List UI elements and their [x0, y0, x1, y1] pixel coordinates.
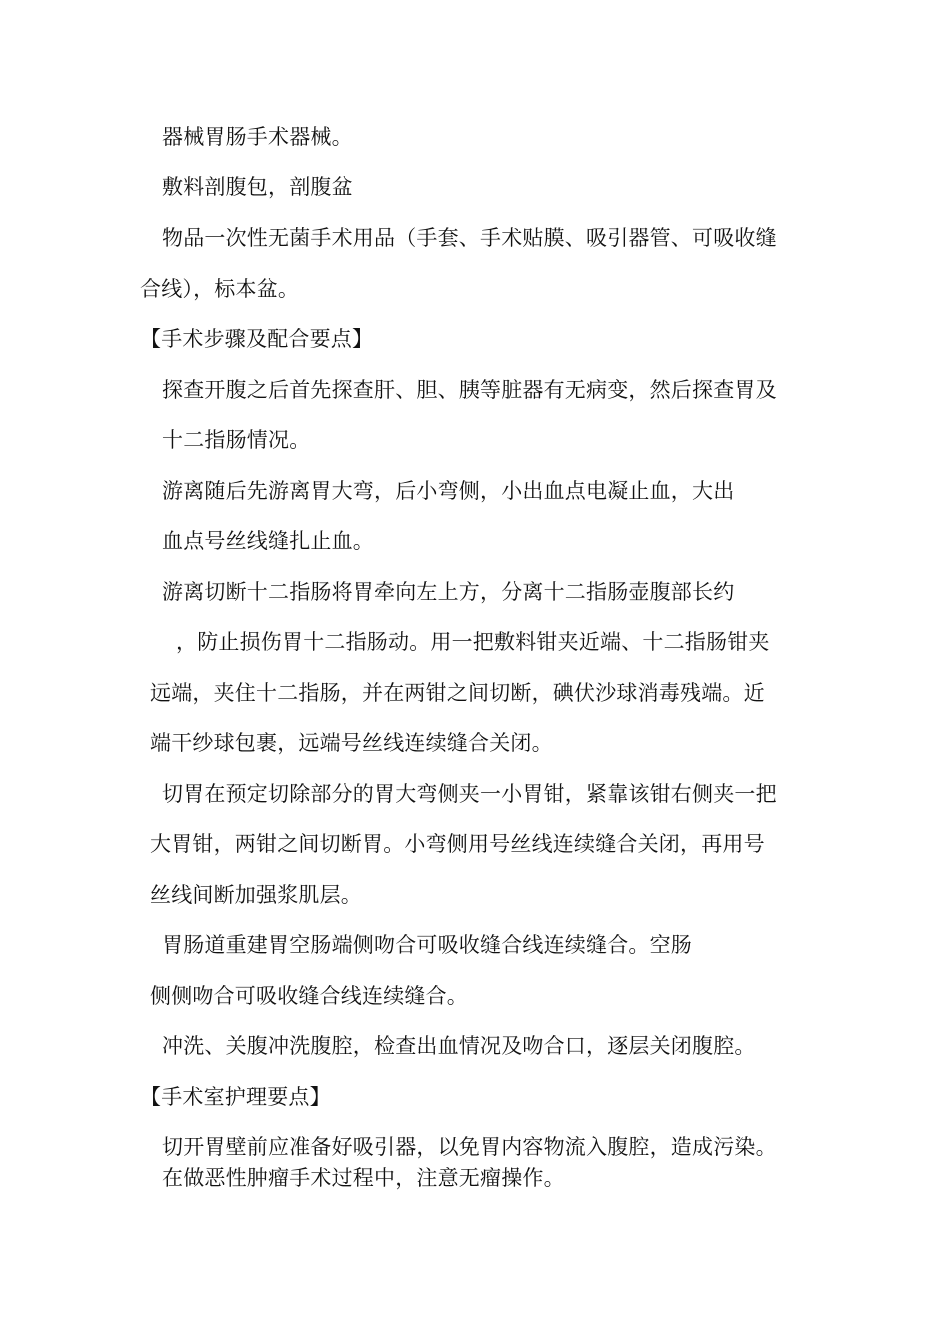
text-line-gastrectomy: 切胃在预定切除部分的胃大弯侧夹一小胃钳，紧靠该钳右侧夹一把 — [162, 782, 777, 806]
text-line-gastrectomy-cont-2: 丝线间断加强浆肌层。 — [150, 883, 362, 907]
section-heading-steps: 【手术步骤及配合要点】 — [140, 327, 374, 351]
text-line-reconstruction-cont: 侧侧吻合可吸收缝合线连续缝合。 — [150, 984, 468, 1008]
text-line-supplies: 物品一次性无菌手术用品（手套、手术贴膜、吸引器管、可吸收缝 — [162, 226, 777, 250]
text-line-duodenum-cont-1: ，防止损伤胃十二指肠动。用一把敷料钳夹近端、十二指肠钳夹 — [176, 630, 770, 654]
text-line-nursing-1: 切开胃壁前应准备好吸引器，以免胃内容物流入腹腔，造成污染。 — [162, 1135, 777, 1159]
text-line-equipment: 器械胃肠手术器械。 — [162, 125, 353, 149]
text-line-duodenum: 游离切断十二指肠将胃牵向左上方，分离十二指肠壶腹部长约 — [162, 580, 735, 604]
text-line-mobilize-cont: 血点号丝线缝扎止血。 — [162, 529, 374, 553]
text-line-mobilize: 游离随后先游离胃大弯，后小弯侧，小出血点电凝止血，大出 — [162, 479, 735, 503]
text-line-explore-cont: 十二指肠情况。 — [162, 428, 311, 452]
section-heading-nursing: 【手术室护理要点】 — [140, 1085, 331, 1109]
text-line-supplies-cont: 合线），标本盆。 — [140, 277, 300, 301]
text-line-reconstruction: 胃肠道重建胃空肠端侧吻合可吸收缝合线连续缝合。空肠 — [162, 933, 692, 957]
text-line-nursing-2: 在做恶性肿瘤手术过程中，注意无瘤操作。 — [162, 1166, 565, 1190]
text-line-explore: 探查开腹之后首先探查肝、胆、胰等脏器有无病变，然后探查胃及 — [162, 378, 777, 402]
text-line-duodenum-cont-3: 端干纱球包裹，远端号丝线连续缝合关闭。 — [150, 731, 553, 755]
text-line-duodenum-cont-2: 远端，夹住十二指肠，并在两钳之间切断，碘伏沙球消毒残端。近 — [150, 681, 765, 705]
text-line-gastrectomy-cont-1: 大胃钳，两钳之间切断胃。小弯侧用号丝线连续缝合关闭，再用号 — [150, 832, 765, 856]
text-line-dressings: 敷料剖腹包，剖腹盆 — [162, 175, 353, 199]
text-line-closure: 冲洗、关腹冲洗腹腔，检查出血情况及吻合口，逐层关闭腹腔。 — [162, 1034, 756, 1058]
